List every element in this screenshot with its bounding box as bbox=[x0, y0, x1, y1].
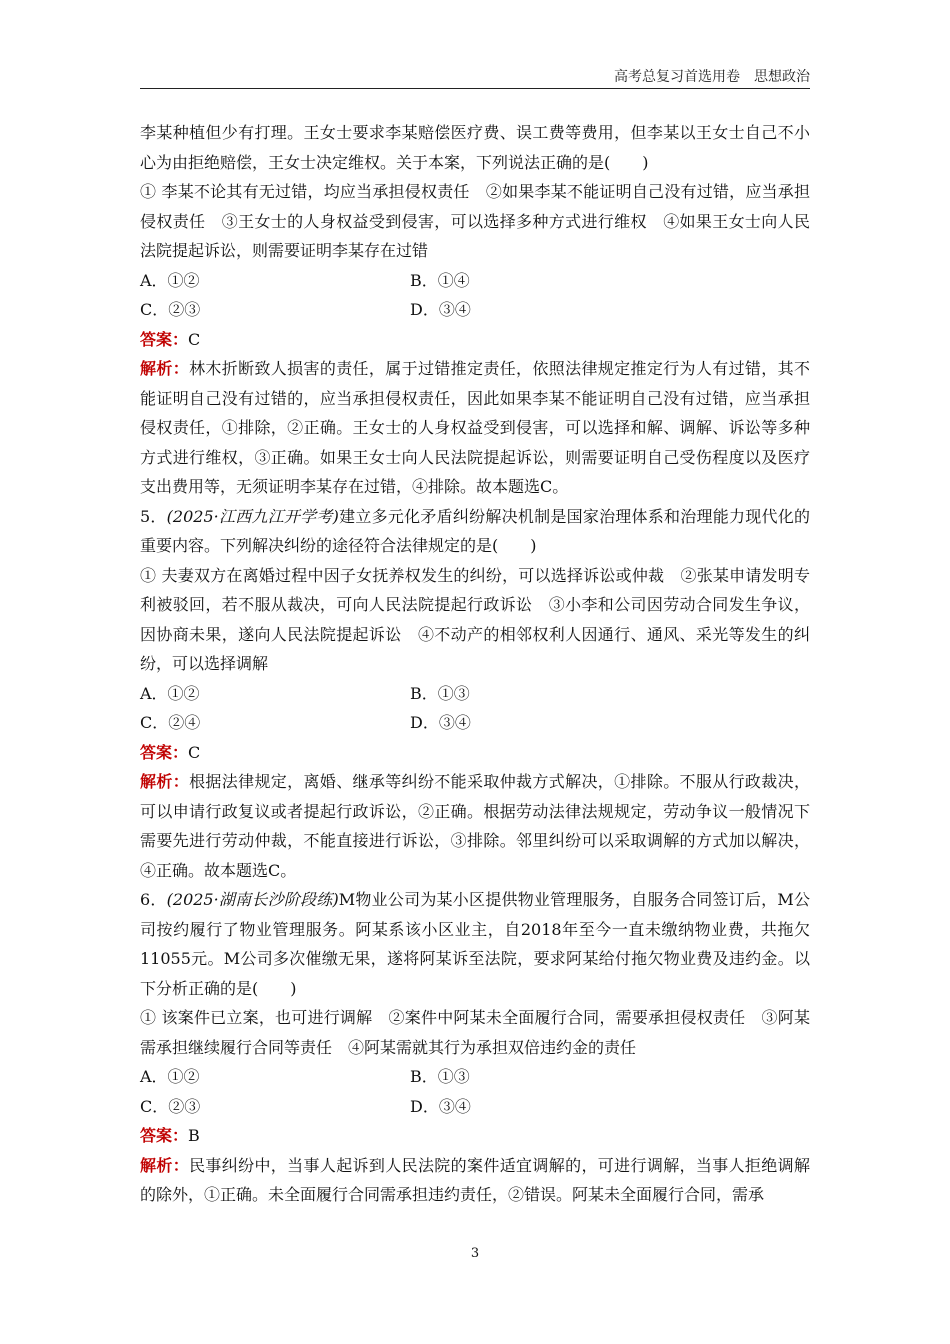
q4-answer-label: 答案： bbox=[140, 329, 189, 349]
q5-source: (2025·江西九江开学考) bbox=[166, 506, 339, 526]
q4-analysis-text: 林木折断致人损害的责任，属于过错推定责任，依照法律规定推定行为人有过错，其不能证明自己没有过错的，应当承担侵权责任，因此如果李某不能证明自己没有过错，应当承担侵权责任，①排除，②正确。王女士的人身权益受到侵害，可以选择和解、调解、诉讼等多种方式进行维权，③正确。如果王女士向人民法院提起诉讼，则需要证明自己受伤程度以及医疗支出费用等，无须证明李某存在过错，④排除。故本题选C。 bbox=[140, 359, 810, 496]
q4-answer-value: C bbox=[188, 329, 201, 349]
q5-stem-text: 建立多元化矛盾纠纷解决机制是国家治理体系和治理能力现代化的重要内容。下列解决纠纷的途径符合法律规定的是( ) bbox=[140, 506, 810, 555]
q4-answer bbox=[140, 325, 810, 355]
q6-answer bbox=[140, 1121, 810, 1151]
q6-analysis bbox=[140, 1151, 810, 1210]
q5-answer-label: 答案： bbox=[140, 742, 189, 762]
q4-stem: 李某种植但少有打理。王女士要求李某赔偿医疗费、误工费等费用，但李某以王女士自己不小心为由拒绝赔偿，王女士决定维权。关于本案，下列说法正确的是( ) bbox=[140, 123, 810, 172]
q6-number: 6． bbox=[140, 890, 167, 909]
q5-stem bbox=[140, 502, 810, 561]
q4-options-row2 bbox=[140, 295, 810, 325]
q5-answer-value: C bbox=[188, 742, 201, 762]
q6-options-row2 bbox=[140, 1092, 810, 1122]
q4-analysis bbox=[140, 354, 810, 502]
q6-statements: ① 该案件已立案，也可进行调解 ②案件中阿某未全面履行合同，需要承担侵权责任 ③阿某需承担继续履行合同等责任 ④阿某需就其行为承担双倍违约金的责任 bbox=[140, 1008, 810, 1057]
q6-analysis-text: 民事纠纷中，当事人起诉到人民法院的案件适宜调解的，可进行调解，当事人拒绝调解的除外，①正确。未全面履行合同需承担违约责任，②错误。阿某未全面履行合同，需承 bbox=[140, 1155, 810, 1204]
q6-option-a: A．①② bbox=[140, 1067, 200, 1086]
q5-option-c: C．②④ bbox=[140, 713, 201, 732]
q5-analysis-label: 解析： bbox=[140, 772, 190, 791]
q4-option-b: B．①④ bbox=[410, 270, 470, 290]
q5-options-row1 bbox=[140, 679, 810, 709]
page-content bbox=[140, 118, 810, 1210]
q6-option-b: B．①③ bbox=[410, 1067, 470, 1086]
q5-statements: ① 夫妻双方在离婚过程中因子女抚养权发生的纠纷，可以选择诉讼或仲裁 ②张某申请发明专利被驳回，若不服从裁决，可向人民法院提起行政诉讼 ③小李和公司因劳动合同发生争议，因协商未果，遂向人民法院提起诉讼 ④不动产的相邻权利人因通行、通风、采光等发生的纠纷，可以选择调解 bbox=[140, 565, 810, 673]
q5-options-row2 bbox=[140, 708, 810, 738]
q6-analysis-label: 解析： bbox=[140, 1155, 190, 1175]
q6-stem bbox=[140, 885, 810, 1003]
q4-analysis-label: 解析： bbox=[140, 359, 190, 378]
q6-option-d: D．③④ bbox=[410, 1096, 471, 1116]
q5-option-a: A．①② bbox=[140, 683, 200, 703]
running-header: 高考总复习首选用卷 思想政治 bbox=[614, 69, 810, 85]
q5-analysis bbox=[140, 767, 810, 885]
q5-number: 5． bbox=[140, 506, 167, 526]
q6-answer-value: B bbox=[188, 1126, 200, 1145]
q5-answer bbox=[140, 738, 810, 768]
q5-analysis-text: 根据法律规定，离婚、继承等纠纷不能采取仲裁方式解决，①排除。不服从行政裁决，可以申请行政复议或者提起行政诉讼，②正确。根据劳动法律法规规定，劳动争议一般情况下需要先进行劳动仲裁，不能直接进行诉讼，③排除。邻里纠纷可以采取调解的方式加以解决，④正确。故本题选C。 bbox=[140, 772, 810, 880]
q4-option-c: C．②③ bbox=[140, 300, 201, 319]
q6-source: (2025·湖南长沙阶段练) bbox=[166, 890, 339, 909]
page-number: 3 bbox=[470, 1246, 480, 1261]
q5-option-d: D．③④ bbox=[410, 713, 471, 732]
header-divider bbox=[140, 88, 810, 89]
q6-stem-text: M物业公司为某小区提供物业管理服务，自服务合同签订后，M公司按约履行了物业管理服务。阿某系该小区业主，自2018年至今一直未缴纳物业费，共拖欠11055元。M公司多次催缴无果，遂将阿某诉至法院，要求阿某给付拖欠物业费及违约金。以下分析正确的是( ) bbox=[140, 890, 810, 998]
q6-answer-label: 答案： bbox=[140, 1126, 189, 1145]
q6-options-row1 bbox=[140, 1062, 810, 1092]
q4-options-row1 bbox=[140, 266, 810, 296]
q5-option-b: B．①③ bbox=[410, 683, 470, 703]
q6-option-c: C．②③ bbox=[140, 1096, 201, 1116]
q4-option-a: A．①② bbox=[140, 270, 200, 290]
q4-statements: ① 李某不论其有无过错，均应当承担侵权责任 ②如果李某不能证明自己没有过错，应当承担侵权责任 ③王女士的人身权益受到侵害，可以选择多种方式进行维权 ④如果王女士向人民法院提起诉讼，则需要证明李某存在过错 bbox=[140, 182, 810, 260]
q4-option-d: D．③④ bbox=[410, 300, 471, 319]
